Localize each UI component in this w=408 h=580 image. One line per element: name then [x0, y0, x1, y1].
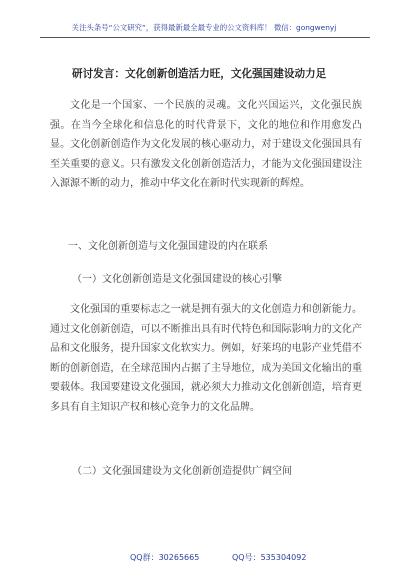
qq-group-label: QQ群： — [130, 553, 159, 562]
body-paragraph-1: 文化强国的重要标志之一就是拥有强大的文化创造力和创新能力。通过文化创新创造，可以不断推出具有时代特色和国际影响力的文化产品和文化服务，提升国家文化软实力。例如，好莱坞的电影产业凭借不断的创新创造，在全球范围内占据了主导地位，成为美国文化输出的重要载体。我国要建设文化强国，就必须大力推动文化创新创造，培育更多具有自主知识产权和核心竞争力的文化品牌。 — [50, 304, 362, 413]
section-heading-1: 一、文化创新创造与文化强国建设的内在联系 — [68, 241, 268, 252]
subsection-heading-1: （一）文化创新创造是文化强国建设的核心引擎 — [72, 274, 282, 285]
document-title: 研讨发言：文化创新创造活力旺，文化强国建设动力足 — [72, 68, 327, 80]
header-divider — [40, 37, 370, 38]
qq-label: QQ号： — [232, 553, 261, 562]
intro-paragraph: 文化是一个国家、一个民族的灵魂。文化兴国运兴，文化强民族强。在当今全球化和信息化的时代背景下，文化的地位和作用愈发凸显。文化创新创造作为文化发展的核心驱动力，对于建设文化强国具有至关重要的意义。只有激发文化创新创造活力，才能为文化强国建设注入源源不断的动力，推动中华文化在新时代实现新的辉煌。 — [50, 100, 362, 190]
subsection-heading-2: （二）文化强国建设为文化创新创造提供广阔空间 — [72, 466, 292, 477]
qq-number: 535304092 — [260, 553, 307, 562]
header-notice: 关注头条号“公文研究”，获得最新最全最专业的公文资料库！ 微信：gongwenyj — [71, 23, 337, 32]
qq-group-number: 30265665 — [158, 553, 200, 562]
